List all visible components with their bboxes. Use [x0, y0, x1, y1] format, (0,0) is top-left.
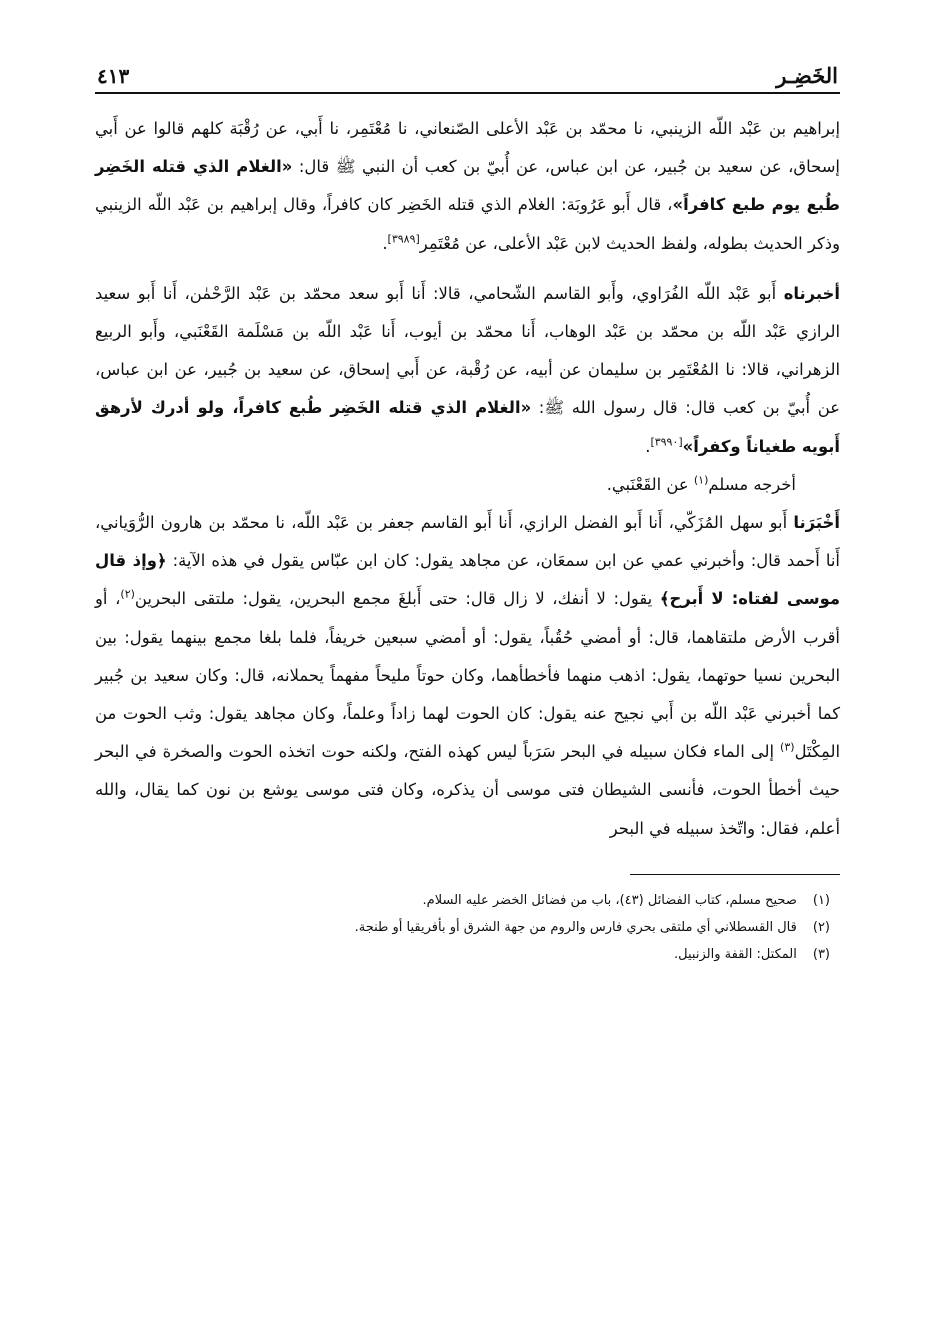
paragraph-text: ، أو أقرب الأرض ملتقاهما، قال: أو أمضي حُقُباً، يقول: أو أمضي سبعين خريفاً، فلما بلغا مجمع بينهما يقول: بين البحرين نسيا حوتهما، يقول: اذهب منهما فأخطأهما، وكان حوتاً مليحاً مفهماً يحملانه، قال: وكان سعيد بن جُبير كما أخبرني عَبْد اللّه بن أَبي نجيح عنه يقول: كان الحوت لهما زاداً وعلماً، وكان مجاهد يقول: وثب الحوت من المِكْتَل — [95, 589, 840, 762]
hadith-quote: «الغلام الذي قتله الخَضِر طُبع يوم طبع كافراً» — [95, 157, 840, 215]
hadith-number: [٣٩٨٩] — [387, 232, 420, 246]
page-header — [95, 50, 840, 94]
hadith-quote: «الغلام الذي قتله الخَضِر طُبع كافراً، ولو أدرك لأرهق أَبويه طغياناً وكفراً» — [95, 398, 840, 456]
footnote-ref: (١) — [693, 473, 709, 487]
footnote — [95, 941, 840, 968]
footnote-ref: (٣) — [780, 740, 795, 754]
paragraph-text: يقول: لا أنفك، لا زال قال: حتى أَبلغَ مجمع البحرين، يقول: ملتقى البحرين — [134, 589, 660, 609]
footnote — [95, 914, 840, 941]
footnote-text: صحيح مسلم، كتاب الفضائل (٤٣)، باب من فضائل الخضر عليه السلام. — [422, 892, 797, 908]
quran-quote: ﴿وإذ قال موسى لفتاه: لا أَبرح﴾ — [95, 551, 840, 609]
note-text: أخرجه مسلم — [708, 474, 796, 494]
paragraph-text: أَبو عَبْد اللّه الفُرَاوي، وأَبو القاسم الشّحامي، قالا: أَنا أَبو سعد محمّد بن عَبْد الرَّحْمٰن، أَنا أَبو سعيد الرازي عَبْد اللّه بن محمّد بن عَبْد الوهاب، أَنا محمّد بن أيوب، أَنا عَبْد اللّه بن مَسْلَمة القَعْنَبي، وأَبو الربيع الزهراني، قالا: نا المُعْتَمِر بن سليمان عن أبيه، عن رُقْبة، عن أَبي إسحاق، عن سعيد بن جُبير، عن ابن عباس، عن أُبيّ بن كعب قال: قال رسول الله ﷺ: — [95, 283, 840, 418]
book-page — [95, 50, 840, 968]
paragraph-text: ، قال أَبو عَرُوبَة: الغلام الذي قتله الخَضِر كان كافراً، وقال إبراهيم بن عَبْد اللّه الزينبي وذكر الحديث بطوله، ولفظ الحديث لابن عَبْد الأعلى، عن مُعْتَمِر — [95, 195, 840, 253]
paragraph-end: . — [645, 436, 651, 456]
paragraph-lead: أخبرناه — [783, 283, 840, 303]
paragraph-text: أَبو سهل المُزَكّي، أَنا أَبو الفضل الرازي، أَنا أَبو القاسم جعفر بن عَبْد اللّه، نا محمّد بن هارون الرُّوَياني، أَنا أَحمد قال: وأخبرني عمي عن ابن سمعَان، عن مجاهد يقول: كان ابن عبّاس يقول في هذه الآية: — [95, 513, 840, 571]
footnote-ref: (٢) — [120, 587, 135, 601]
note-text: عن القَعْنَبي. — [606, 474, 694, 494]
section-title: الخَضِـر — [776, 63, 838, 88]
paragraph-end: . — [382, 233, 388, 253]
paragraph-3 — [95, 504, 840, 848]
page-number: ٤١٣ — [97, 64, 130, 88]
source-note — [95, 466, 840, 504]
footnotes — [95, 887, 840, 968]
hadith-number: [٣٩٩٠] — [650, 435, 683, 449]
footnote-number: (٢) — [812, 919, 830, 935]
paragraph-lead: أَخْبَرَنا — [793, 513, 840, 533]
footnote-divider — [630, 874, 840, 875]
footnote-number: (١) — [812, 892, 830, 908]
paragraph-text: إبراهيم بن عَبْد اللّه الزينبي، نا محمّد بن عَبْد الأعلى الصّنعاني، نا مُعْتَمِر، نا أَبي، عن رُقْبَة كلهم قالوا عن أَبي إسحاق، عن سعيد بن جُبير، عن ابن عباس، عن أُبيّ بن كعب أن النبي ﷺ قال: — [95, 119, 840, 177]
paragraph-2 — [95, 275, 840, 466]
footnote-number: (٣) — [812, 946, 830, 962]
paragraph-text: إلى الماء فكان سبيله في البحر سَرَباً ليس كهذه الفتح، ولكنه حوت اتخذه الحوت والصخرة في البحر حيث أخطأ الحوت، فأنسى الشيطان فتى موسى أن يذكره، وكان فتى موسى يوشع بن نون كما يقال، والله أعلم، فقال: واتّخذ سبيله في البحر — [95, 742, 840, 838]
footnote — [95, 887, 840, 914]
footnote-text: قال القسطلاني أي ملتقى بحري فارس والروم من جهة الشرق أو بأفريقيا أو طنجة. — [354, 919, 797, 935]
paragraph-1 — [95, 110, 840, 263]
footnote-text: المكتل: القفة والزنبيل. — [674, 946, 797, 962]
